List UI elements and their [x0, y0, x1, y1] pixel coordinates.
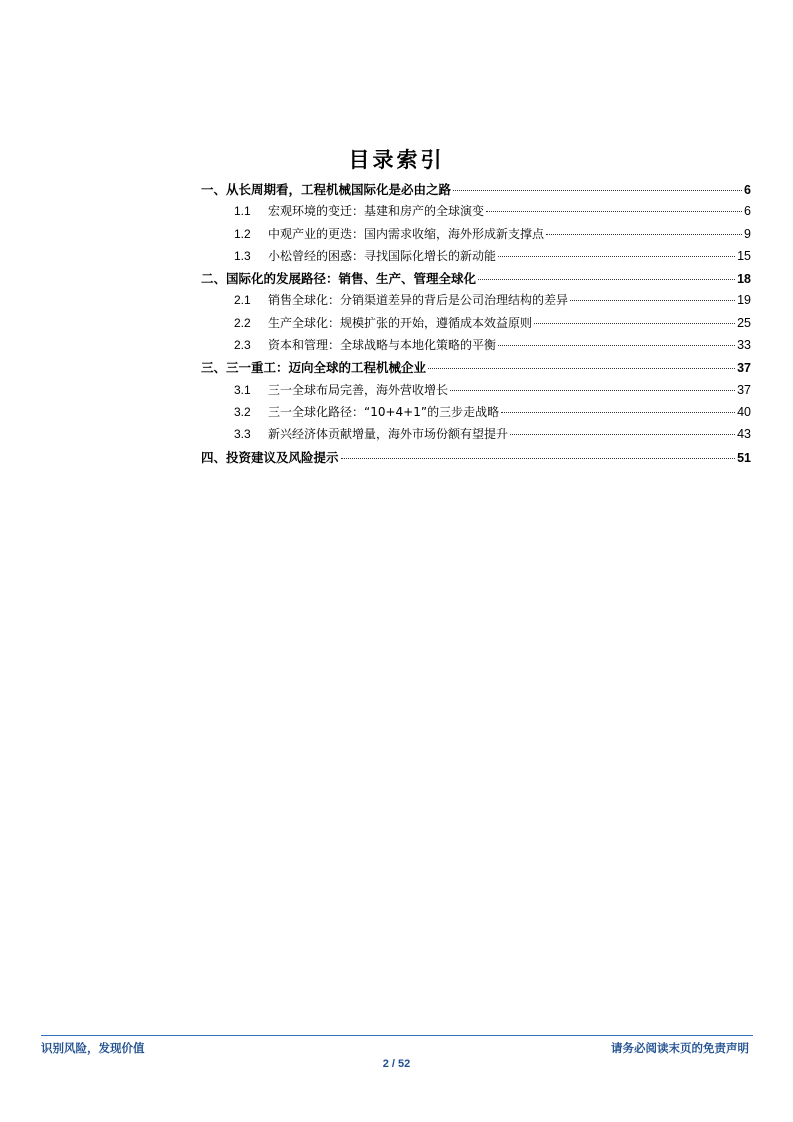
- toc-entry-page: 43: [737, 427, 751, 442]
- table-of-contents: [201, 180, 751, 470]
- toc-entry-number: 2.2: [234, 315, 251, 330]
- toc-entry-number: 2.3: [234, 338, 251, 353]
- toc-leader-dots: [570, 300, 735, 301]
- toc-entry-page: 37: [737, 382, 751, 397]
- toc-entry[interactable]: [201, 425, 751, 447]
- toc-entry-number: 3.2: [234, 404, 251, 419]
- toc-entry-page: 19: [737, 293, 751, 308]
- toc-leader-dots: [546, 234, 742, 235]
- toc-entry[interactable]: [201, 247, 751, 269]
- toc-entry-number: 3.1: [234, 382, 251, 397]
- toc-entry-number: 1.2: [234, 226, 251, 241]
- toc-leader-dots: [450, 390, 735, 391]
- toc-entry-label: 三、三一重工：迈向全球的工程机械企业: [201, 360, 427, 376]
- toc-entry-label: 宏观环境的变迁：基建和房产的全球演变: [268, 204, 485, 219]
- toc-entry-label: 资本和管理：全球战略与本地化策略的平衡: [268, 338, 497, 353]
- toc-entry-number: 3.3: [234, 427, 251, 442]
- toc-entry-label: 生产全球化：规模扩张的开始，遵循成本效益原则: [268, 315, 533, 330]
- toc-entry-page: 15: [737, 248, 751, 263]
- toc-entry-label: 三一全球化路径：“10+4+1”的三步走战略: [268, 404, 500, 419]
- toc-entry-page: 51: [737, 450, 751, 465]
- toc-entry-label: 二、国际化的发展路径：销售、生产、管理全球化: [201, 271, 477, 287]
- toc-entry[interactable]: [201, 314, 751, 336]
- toc-entry-page: 6: [744, 204, 751, 219]
- toc-entry[interactable]: [201, 358, 751, 380]
- toc-entry-number: 2.1: [234, 293, 251, 308]
- toc-title: 目录索引: [348, 147, 445, 172]
- toc-entry[interactable]: [201, 381, 751, 403]
- toc-entry-page: 37: [737, 361, 751, 376]
- toc-entry[interactable]: [201, 225, 751, 247]
- toc-leader-dots: [498, 256, 735, 257]
- toc-entry-page: 9: [744, 226, 751, 241]
- footer-divider: [41, 1035, 753, 1036]
- toc-leader-dots: [453, 190, 742, 191]
- toc-entry-label: 三一全球布局完善，海外营收增长: [268, 382, 449, 397]
- toc-entry[interactable]: [201, 202, 751, 224]
- toc-entry[interactable]: [201, 403, 751, 425]
- toc-leader-dots: [534, 323, 735, 324]
- toc-entry-label: 小松曾经的困惑：寻找国际化增长的新动能: [268, 248, 497, 263]
- toc-entry[interactable]: [201, 336, 751, 358]
- toc-entry[interactable]: [201, 180, 751, 202]
- toc-entry-label: 销售全球化：分销渠道差异的背后是公司治理结构的差异: [268, 293, 569, 308]
- toc-entry-page: 6: [744, 183, 751, 197]
- footer-disclaimer-note: 请务必阅读末页的免责声明: [611, 1041, 749, 1055]
- toc-entry-page: 33: [737, 338, 751, 353]
- toc-entry[interactable]: [201, 269, 751, 291]
- toc-leader-dots: [510, 434, 735, 435]
- toc-leader-dots: [478, 279, 735, 280]
- toc-leader-dots: [498, 345, 735, 346]
- toc-entry-page: 25: [737, 315, 751, 330]
- toc-entry-label: 四、投资建议及风险提示: [201, 449, 339, 465]
- toc-leader-dots: [428, 368, 735, 369]
- toc-entry[interactable]: [201, 291, 751, 313]
- toc-leader-dots: [501, 412, 735, 413]
- toc-entry-label: 中观产业的更迭：国内需求收缩，海外形成新支撑点: [268, 226, 545, 241]
- toc-entry-label: 一、从长周期看，工程机械国际化是必由之路: [201, 182, 452, 197]
- toc-entry-label: 新兴经济体贡献增量，海外市场份额有望提升: [268, 427, 509, 442]
- toc-entry-page: 40: [737, 404, 751, 419]
- toc-leader-dots: [486, 211, 742, 212]
- toc-entry-number: 1.3: [234, 248, 251, 263]
- page-number: 2 / 52: [382, 1058, 411, 1070]
- toc-entry-number: 1.1: [234, 204, 251, 219]
- toc-entry-page: 18: [737, 272, 751, 287]
- toc-leader-dots: [341, 458, 736, 459]
- toc-entry[interactable]: [201, 448, 751, 470]
- footer-slogan: 识别风险，发现价值: [41, 1041, 145, 1055]
